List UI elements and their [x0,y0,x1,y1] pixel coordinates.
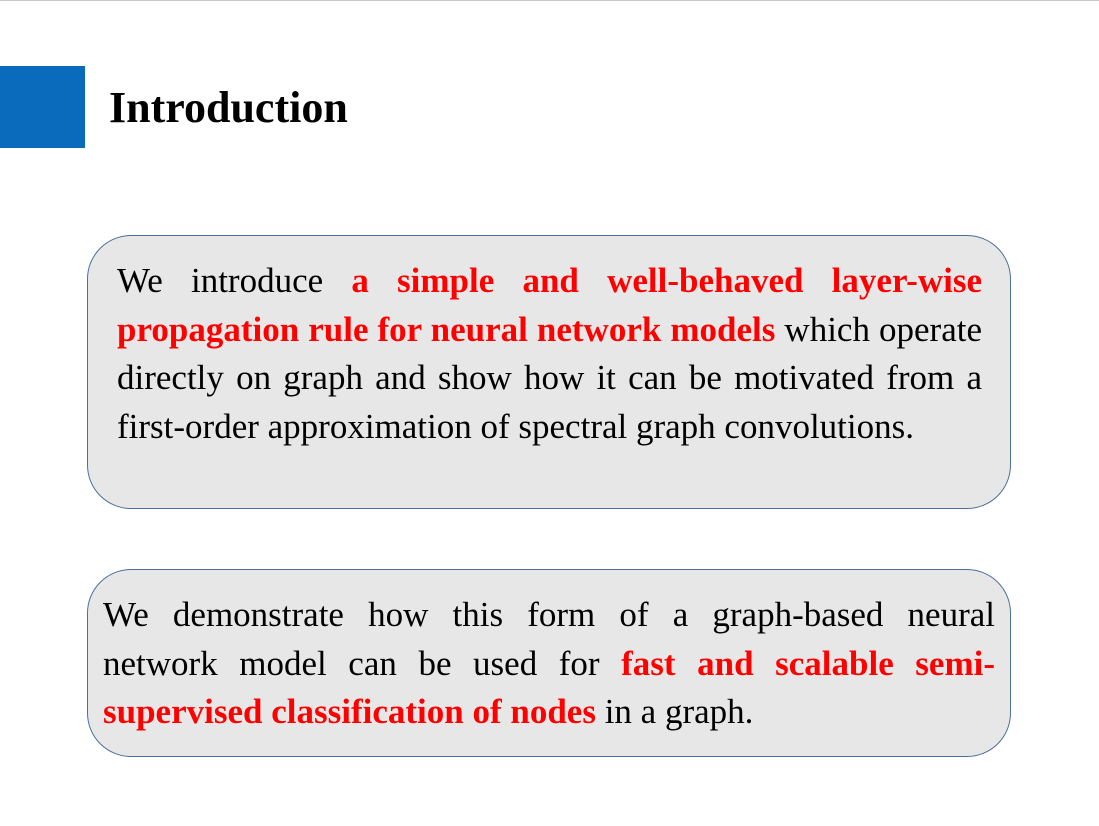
callout-text [117,257,982,451]
text-normal: We introduce [117,261,352,300]
text-normal: in a graph. [595,692,754,731]
top-divider [0,0,1099,1]
callout-box-demonstrate [87,569,1011,757]
text-normal: which operate directly on graph and show how it can be motivated from a first-order approximation of spectral graph convolutions. [117,309,982,446]
callout-text [103,591,995,737]
text-highlight: fast and scalable semi-supervised classification of nodes [103,643,995,731]
slide-title: Introduction [109,83,348,132]
title-accent-block [0,66,85,148]
text-highlight: a simple and well-behaved layer-wise propagation rule for neural network models [117,261,982,349]
callout-box-intro [87,235,1011,509]
text-normal: We demonstrate how this form of a graph-based neural network model can be used for [103,595,995,683]
